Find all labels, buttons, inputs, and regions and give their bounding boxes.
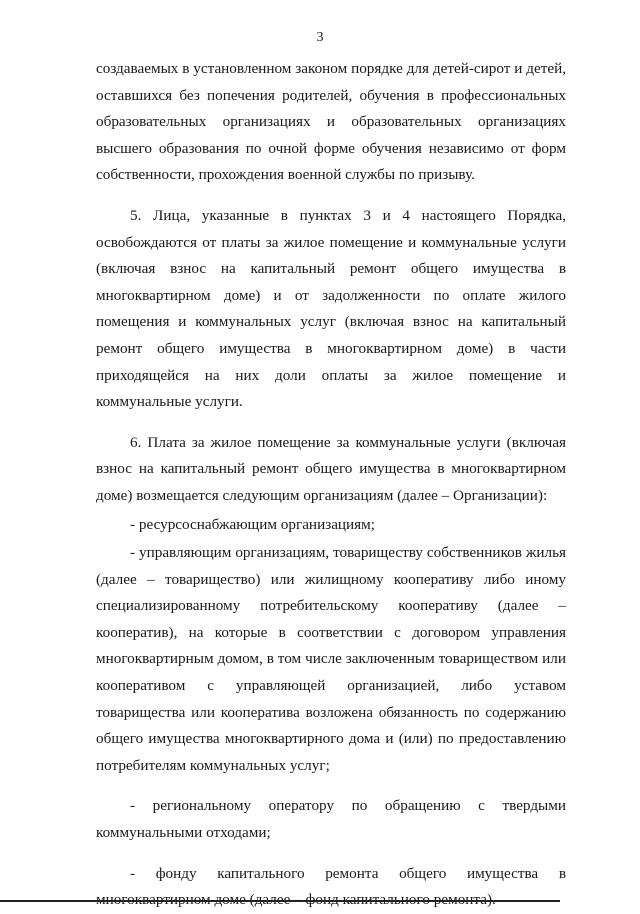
paragraph-item-6: 6. Плата за жилое помещение за коммунальные услуги (включая взнос на капитальный ремонт общего имущества в многоквартирном доме) возмещается следующим организациям (далее – Организации): <box>96 433 566 504</box>
list-item-resource-supply: - ресурсоснабжающим организациям; <box>130 515 376 533</box>
paragraph-item-5: 5. Лица, указанные в пунктах 3 и 4 настоящего Порядка, освобождаются от платы за жилое помещение и коммунальные услуги (включая взнос на капитальный ремонт общего имущества в многоквартирном доме) и от задолженности по оплате жилого помещения и коммунальных услуг (включая взнос на капитальный ремонт общего имущества в многоквартирном доме) в части приходящейся на них доли оплаты за жилое помещение и коммунальные услуги. <box>96 206 566 411</box>
list-item-management-organizations: - управляющим организациям, товариществу собственников жилья (далее – товарищество) или жилищному кооперативу либо иному специализированному потребительскому кооперативу (далее – кооператив), на которые в соответствии с договором управления многоквартирным домом, в том числе заключенным товариществом или кооперативом с управляющей организацией, либо уставом товарищества или кооператива возложена обязанность по содержанию общего имущества многоквартирного дома и (или) по предоставлению потребителям коммунальных услуг; <box>96 544 566 774</box>
page-bottom-rule <box>0 900 560 902</box>
page-number: 3 <box>316 30 324 45</box>
document-body <box>96 56 566 914</box>
list-item-repair-fund: - фонду капитального ремонта общего имущества в <box>130 864 566 882</box>
list-item-regional-operator: - региональному оператору по обращению с твердыми коммунальными отходами; <box>96 797 566 842</box>
paragraph-continuation: создаваемых в установленном законом порядке для детей-сирот и детей, оставшихся без попечения родителей, обучения в профессиональных образовательных организациях и образовательных организациях высшего образования по очной форме обучения независимо от форм собственности, прохождения военной службы по призыву. <box>96 60 566 184</box>
